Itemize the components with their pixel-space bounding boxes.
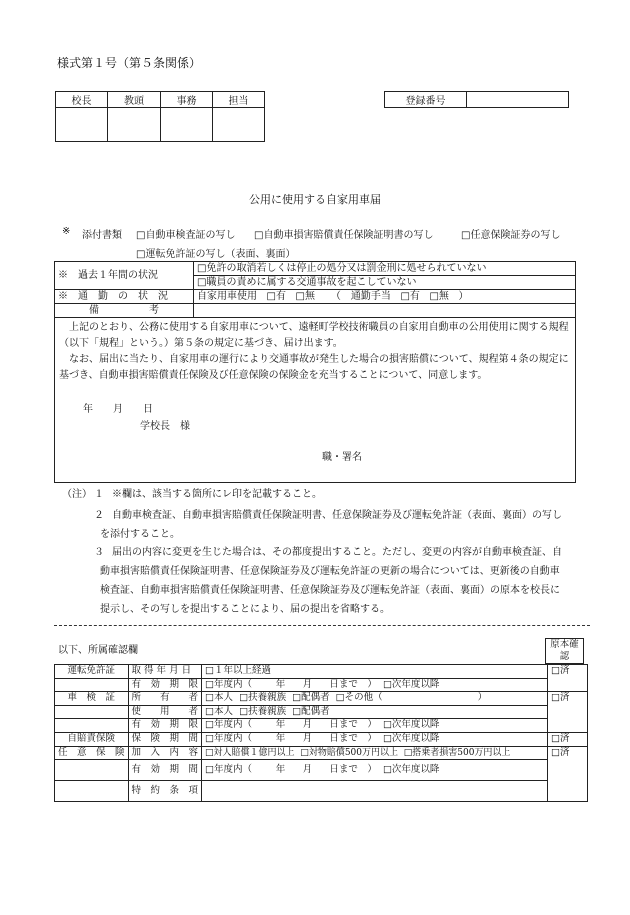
liability-period-label: 保 険 期 間 (128, 732, 202, 746)
liability-category: 自賠責保険 (55, 732, 129, 746)
attachments-mark: ※ (62, 226, 71, 237)
confirmation-header: 以下、所属確認欄 (58, 645, 138, 656)
checkbox-icon (205, 764, 214, 775)
checkbox-icon (551, 747, 560, 758)
original-check-header (545, 638, 584, 664)
declaration-paragraph-1: 上記のとおり、公務に使用する自家用車について、遠軽町学校技術職員の自家用自動車の公用使用に関する規程（以下「規程」という。）第５条の規定に基づき、届け出ます。 (59, 322, 569, 349)
checkbox-icon (205, 679, 214, 690)
cut-line (54, 625, 590, 626)
note-3-number: ３ (94, 547, 104, 558)
license-acq-value[interactable]: □ １年以上経過 (202, 665, 548, 679)
inspection-original-check[interactable]: □ 済 (548, 692, 588, 733)
registration-field[interactable] (467, 92, 569, 108)
confirmation-table (54, 664, 588, 802)
checkbox-icon (292, 692, 301, 703)
note-2-text: 自動車検査証、自動車損害賠償責任保険証明書、任意保険証券及び運転免許証（表面、裏面）の写し (112, 510, 562, 521)
approval-col-principal: 校長 (56, 92, 108, 108)
allowance-no[interactable]: □ 無 (429, 291, 448, 302)
inspection-valid-value[interactable]: □ 年度内（ 年 月 日まで ） □ 次年度以降 (202, 719, 548, 733)
note-1-text: ※欄は、該当する箇所にレ印を記載すること。 (112, 489, 322, 500)
attachment-drivers-license[interactable]: □ 運転免許証の写し（表面、裏面） (136, 245, 295, 260)
commute-car-no[interactable]: □ 無 (296, 291, 315, 302)
voluntary-original-check[interactable]: □ 済 (548, 746, 588, 802)
inspection-owner-label: 所 有 者 (128, 692, 202, 706)
checkbox-icon (205, 706, 214, 717)
liability-period-value[interactable]: □ 年度内（ 年 月 日まで ） □ 次年度以降 (202, 732, 548, 746)
attachment-liability-insurance[interactable]: □ 自動車損害賠償責任保険証明書の写し (254, 226, 433, 241)
voluntary-special-label: 特 約 条 項 (128, 781, 202, 802)
note-1-number: １ (94, 489, 104, 500)
license-category: 運転免許証 (55, 665, 129, 679)
seal-box[interactable] (56, 108, 108, 142)
checkbox-icon (383, 679, 392, 690)
license-valid-value[interactable]: □ 年度内（ 年 月 日まで ） □ 次年度以降 (202, 678, 548, 692)
seal-box[interactable] (161, 108, 213, 142)
checkbox-icon (383, 733, 392, 744)
remarks-label: 備 考 (55, 304, 194, 318)
voluntary-category-cont (55, 760, 129, 781)
checkbox-icon (292, 706, 301, 717)
voluntary-special-value[interactable] (202, 781, 548, 802)
voluntary-coverage-value[interactable]: □ 対人賠償１億円以上 □ 対物賠償500万円以上 □ 搭乗者損害500万円以上 (202, 746, 548, 760)
checkbox-icon (239, 692, 248, 703)
checkbox-icon (429, 291, 438, 302)
license-acq-label: 取 得 年 月 日 (128, 665, 202, 679)
voluntary-category: 任 意 保 険 (55, 746, 129, 760)
past-year-label: ※ 過去１年間の状況 (55, 262, 194, 290)
inspection-category-cont (55, 719, 129, 733)
inspection-owner-value[interactable]: □ 本人 □ 扶養親族 □ 配偶者 □ その他（ ） (202, 692, 548, 706)
inspection-category: 車 検 証 (55, 692, 129, 706)
notes-prefix: （注） (62, 489, 92, 500)
license-valid-label: 有 効 期 限 (128, 678, 202, 692)
note-3-text: 動車損害賠償責任保険証明書、任意保険証券及び運転免許証の更新の場合については、更新後の自動車 (100, 566, 560, 577)
seal-box[interactable] (213, 108, 265, 142)
commute-label: ※ 通 勤 の 状 況 (55, 290, 194, 304)
page-title: 公用に使用する自家用車届 (249, 193, 381, 206)
checkbox-icon (383, 719, 392, 730)
attachment-vehicle-inspection[interactable]: □ 自動車検査証の写し (136, 226, 235, 241)
checkbox-icon (383, 764, 392, 775)
voluntary-category-cont (55, 781, 129, 802)
declaration-paragraph-2: なお、届出に当たり、自家用車の運行により交通事故が発生した場合の損害賠償について、規程第４条の規定に基づき、自動車損害賠償責任保険及び任意保険の保険金を充当することについて、同意します。 (59, 354, 569, 381)
registration-label: 登録番号 (385, 92, 467, 108)
note-3-text: 提示し、その写しを提出することにより、届の提出を省略する。 (100, 604, 390, 615)
inspection-user-value[interactable]: □ 本人 □ 扶養親族 □ 配偶者 (202, 705, 548, 719)
note-3-text: 検査証、自動車損害賠償責任保険証明書、任意保険証券及び運転免許証（表面、裏面）の原本を校長に (100, 585, 560, 596)
checkbox-icon (400, 291, 409, 302)
note-2-text: を添付すること。 (100, 529, 180, 540)
checkbox-icon (205, 719, 214, 730)
allowance-yes[interactable]: □ 有 (400, 291, 419, 302)
inspection-category-cont (55, 705, 129, 719)
license-category-cont (55, 678, 129, 692)
note-3-text: 届出の内容に変更を生じた場合は、その都度提出すること。ただし、変更の内容が自動車検査証、自 (112, 547, 562, 558)
declaration-box (55, 318, 576, 483)
inspection-valid-label: 有 効 期 限 (128, 719, 202, 733)
checkbox-icon (205, 733, 214, 744)
attachments-label: 添付書類 (82, 230, 122, 241)
original-check-label: 原本確認 (546, 639, 584, 664)
attachment-voluntary-insurance[interactable]: □ 任意保険証券の写し (461, 226, 560, 241)
past-year-item-2[interactable]: □ 職員の責めに属する交通事故を起こしていない (194, 276, 576, 290)
registration-table (384, 91, 569, 108)
signature-label[interactable]: 職・署名 (322, 452, 362, 463)
checkbox-icon (267, 291, 276, 302)
checkbox-icon (551, 665, 560, 676)
addressee: 学校長 様 (140, 421, 190, 432)
checkbox-icon (205, 748, 214, 758)
voluntary-valid-value[interactable]: □ 年度内（ 年 月 日まで ） □ 次年度以降 (202, 760, 548, 781)
remarks-field[interactable] (194, 304, 576, 318)
commute-car-yes[interactable]: □ 有 (267, 291, 286, 302)
inspection-user-label: 使 用 者 (128, 705, 202, 719)
checkbox-icon (300, 748, 309, 758)
commute-status: 自家用車使用 □ 有 □ 無 （ 通勤手当 □ 有 □ 無 ） (194, 290, 576, 304)
checkbox-icon (551, 692, 560, 703)
approval-col-charge: 担当 (213, 92, 265, 108)
approval-table (55, 91, 265, 142)
voluntary-valid-label: 有 効 期 間 (128, 760, 202, 781)
checkbox-icon (239, 706, 248, 717)
form-number: 様式第１号（第５条関係） (57, 56, 202, 70)
seal-box[interactable] (108, 108, 161, 142)
checkbox-icon (336, 692, 345, 703)
license-original-check[interactable]: □ 済 (548, 665, 588, 692)
note-2-number: ２ (94, 510, 104, 521)
checkbox-icon (551, 733, 560, 744)
checkbox-icon (205, 692, 214, 703)
checkbox-icon (404, 748, 413, 758)
voluntary-coverage-label: 加 入 内 容 (128, 746, 202, 760)
approval-col-vice: 教頭 (108, 92, 161, 108)
main-table (54, 261, 576, 483)
past-year-item-1[interactable]: □ 免許の取消若しくは停止の処分又は罰金刑に処せられていない (194, 262, 576, 276)
liability-original-check[interactable]: □ 済 (548, 732, 588, 746)
checkbox-icon (296, 291, 305, 302)
date-line[interactable]: 年 月 日 (83, 404, 153, 415)
approval-col-office: 事務 (161, 92, 213, 108)
checkbox-icon (205, 665, 214, 676)
